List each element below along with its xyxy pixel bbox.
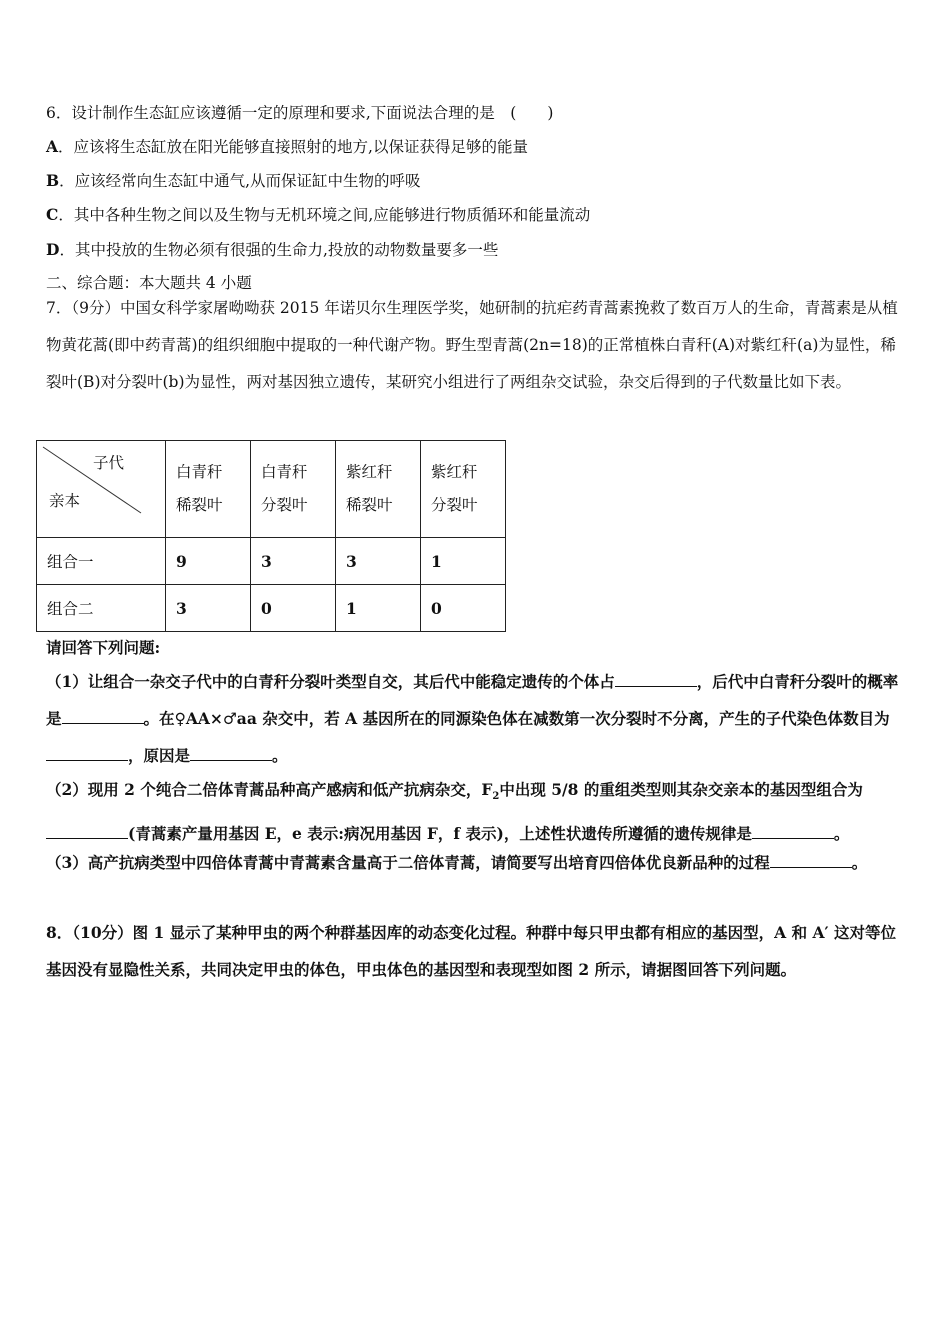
option-letter: B <box>46 171 60 190</box>
corner-top-label: 子代 <box>93 454 125 472</box>
question-7-part-1 <box>46 663 908 774</box>
header-line: 紫红秆 <box>346 463 393 481</box>
table-header-row <box>37 441 506 538</box>
answer-blank[interactable] <box>46 822 128 839</box>
part-text: (青蒿素产量用基因 E，e 表示:病况用基因 F，f 表示)，上述性状遗传所遵循的遗传规律是 <box>128 824 752 844</box>
table-cell: 1 <box>336 585 421 632</box>
table-header-cell <box>251 441 336 538</box>
table-row <box>37 585 506 632</box>
answer-blank[interactable] <box>62 707 144 724</box>
header-line: 稀裂叶 <box>346 496 393 514</box>
option-text: ．应该经常向生态缸中通气,从而保证缸中生物的呼吸 <box>59 172 421 190</box>
header-line: 白青秆 <box>261 463 308 481</box>
answer-blank[interactable] <box>46 744 128 761</box>
option-letter: C <box>46 205 59 224</box>
answer-blank[interactable] <box>190 744 272 761</box>
question-7-prompt: 请回答下列问题: <box>46 638 161 657</box>
question-6-option-a <box>46 137 528 157</box>
table-cell: 1 <box>421 538 506 585</box>
subscript: 2 <box>492 791 500 803</box>
row-label: 组合二 <box>37 585 166 632</box>
header-line: 稀裂叶 <box>176 496 223 514</box>
question-6-stem: 6．设计制作生态缸应该遵循一定的原理和要求,下面说法合理的是 ( ) <box>46 104 554 122</box>
table-cell: 0 <box>251 585 336 632</box>
option-text: ．其中投放的生物必须有很强的生命力,投放的动物数量要多一些 <box>59 241 499 259</box>
question-7-part-3 <box>46 844 908 881</box>
question-7-intro: 7．（9分）中国女科学家屠呦呦获 2015 年诺贝尔生理医学奖，她研制的抗疟药青蒿素挽救了数百万人的生命，青蒿素是从植物黄花蒿(即中药青蒿)的组织细胞中提取的一种代谢产物。野生型青蒿(2n=18)的正常植株白青秆(A)对紫红秆(a)为显性，稀裂叶(B)对分裂叶(b)为显性，两对基因独立遗传，某研究小组进行了两组杂交试验，杂交后得到的子代数量比如下表。 <box>46 299 898 391</box>
table-cell: 0 <box>421 585 506 632</box>
part-text: 。 <box>851 853 868 872</box>
table-header-cell <box>421 441 506 538</box>
table-cell: 9 <box>166 538 251 585</box>
part-text: 。 <box>833 824 850 844</box>
corner-bottom-label: 亲本 <box>49 492 81 510</box>
row-label: 组合一 <box>37 538 166 585</box>
header-line: 分裂叶 <box>431 496 478 514</box>
header-line: 紫红秆 <box>431 463 478 481</box>
table-corner-cell <box>37 441 166 538</box>
header-line: 白青秆 <box>176 463 223 481</box>
question-6-option-d <box>46 240 498 260</box>
table-cell: 3 <box>251 538 336 585</box>
offspring-ratio-table <box>36 440 506 632</box>
answer-blank[interactable] <box>770 851 852 868</box>
part-text: （3）高产抗病类型中四倍体青蒿中青蒿素含量高于二倍体青蒿，请简要写出培育四倍体优良新品种的过程 <box>46 853 770 872</box>
question-6-option-c <box>46 205 590 225</box>
part-text: 。 <box>272 746 288 765</box>
part-text: 中出现 5/8 的重组类型则其杂交亲本的基因型组合为 <box>499 780 863 799</box>
option-text: ．其中各种生物之间以及生物与无机环境之间,应能够进行物质循环和能量流动 <box>58 206 591 224</box>
part-text: （1）让组合一杂交子代中的白青秆分裂叶类型自交，其后代中能稳定遗传的个体占 <box>46 672 615 691</box>
question-8-text: 8．（10分）图 1 显示了某种甲虫的两个种群基因库的动态变化过程。种群中每只甲虫都有相应的基因型，A 和 A′ 这对等位基因没有显隐性关系，共同决定甲虫的体色，甲虫体色的基因型和表现型如图 2 所示，请据图回答下列问题。 <box>46 923 897 979</box>
option-text: ．应该将生态缸放在阳光能够直接照射的地方,以保证获得足够的能量 <box>58 138 528 156</box>
answer-blank[interactable] <box>752 822 834 839</box>
table-cell: 3 <box>336 538 421 585</box>
option-letter: A <box>46 137 59 156</box>
table-cell: 3 <box>166 585 251 632</box>
section-heading: 二、综合题：本大题共 4 小题 <box>46 274 252 292</box>
part-text: 。在♀AA×♂aa 杂交中，若 A 基因所在的同源染色体在减数第一次分裂时不分离，产生的子代染色体数目为 <box>143 709 890 728</box>
option-letter: D <box>46 240 60 259</box>
part-text: ，原因是 <box>128 746 191 765</box>
table-row <box>37 538 506 585</box>
answer-blank[interactable] <box>615 670 697 687</box>
table-header-cell <box>336 441 421 538</box>
question-7-part-2 <box>46 771 908 852</box>
part-text: （2）现用 2 个纯合二倍体青蒿品种高产感病和低产抗病杂交，F <box>46 780 493 799</box>
header-line: 分裂叶 <box>261 496 308 514</box>
part-text: ，后代中白青秆分裂叶的概率是 <box>46 672 899 728</box>
question-6-option-b <box>46 171 421 191</box>
